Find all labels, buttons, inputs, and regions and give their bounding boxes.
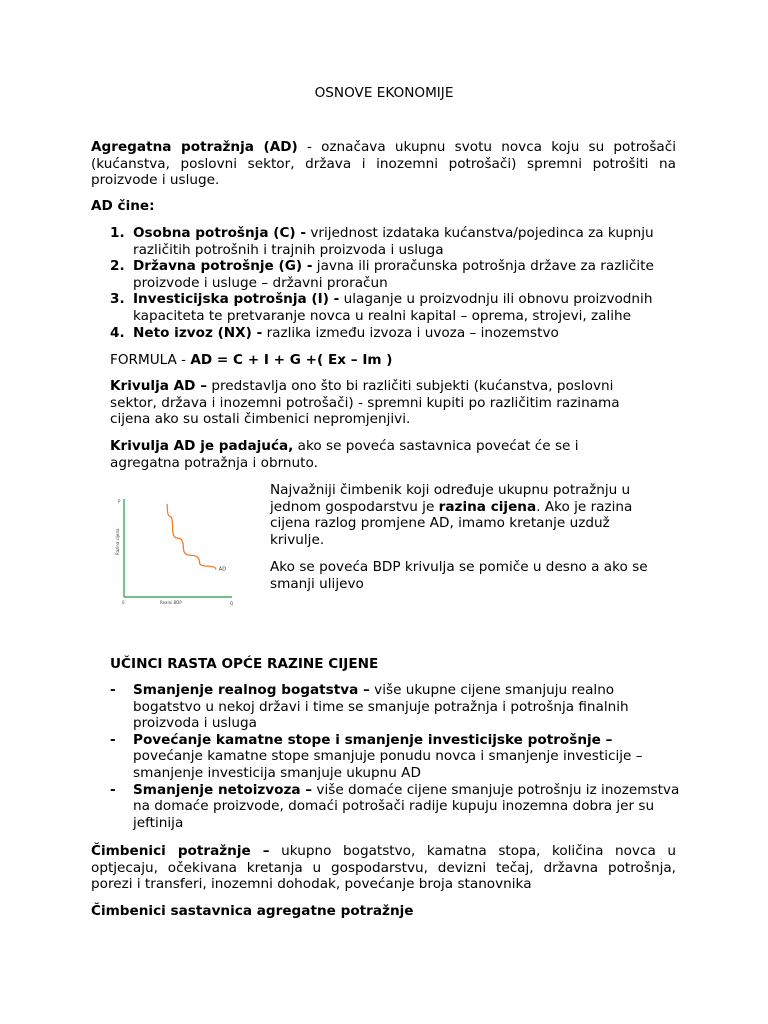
list-item-text: ulaganje u proizvodnju ili obnovu proizvodnih kapaciteta te pretvaranje novca u realni kapital – oprema, strojevi, zalihe [133,291,653,324]
list-item-term: Državna potrošnje (G) - [133,258,313,275]
ad-curve-svg [112,495,240,607]
cimbenici-paragraph [91,843,676,893]
ad-components-list [110,225,680,341]
list-item-text: više ukupne cijene smanjuju realno bogatstvo u nekoj državi i time se smanjuje potražnja i potrošnja finalnih proizvoda i usluga [133,682,629,732]
list-item-term: Neto izvoz (NX) - [133,324,263,341]
effects-list [110,682,680,831]
ad-definition-term: Agregatna potražnja (AD) [91,139,298,155]
ad-components-heading [91,198,155,215]
list-item [110,225,680,258]
ad-definition [91,139,676,189]
side-paragraph-2: Ako se poveća BDP krivulja se pomiče u desno a ako se smanji ulijevo [270,559,648,592]
list-item-text: više domaće cijene smanjuje potrošnju iz inozemstva na domaće proizvode, domaći potrošači radije kupuju inozemna dobra jer su jeftinija [133,781,680,831]
list-item-text: vrijednost izdataka kućanstva/pojedinca za kupnju različitih potrošnih i trajnih proizvoda i usluga [133,225,654,258]
list-item [110,325,680,342]
cimbenici-text: ukupno bogatstvo, kamatna stopa, količina novca u optjecaju, očekivana kretanja u gospodarstvu, devizni tečaj, državna potrošnja, porezi i transferi, inozemni dohodak, povećanje broja stanovnika [91,843,676,893]
krivulja-term: Krivulja AD – [110,378,207,394]
ad-curve-label: AD [218,566,227,573]
list-item-term: Smanjenje netoizvoza – [133,781,313,798]
list-item [110,682,680,732]
list-item [110,291,680,324]
y-axis-label: Razina cijena [115,528,120,555]
ad-curve-chart [112,495,240,607]
x-axis-end-label: Q [230,601,234,606]
padajuca-term: Krivulja AD je padajuća, [110,438,294,454]
list-item [110,732,680,782]
ucinci-heading [110,656,378,673]
list-bullet: - [110,682,116,698]
ad-components-heading-text: AD čine: [91,198,155,214]
side-text-a: Najvažniji čimbenik koji određuje ukupnu potražnju u jednom gospodarstvu je [270,482,631,515]
ad-curve-line [167,504,216,570]
y-axis-end-label: P [118,499,121,504]
cimbenici-term: Čimbenici potražnje – [91,843,270,859]
side-text-highlight: razina cijena [438,498,537,515]
ucinci-heading-text: UČINCI RASTA OPĆE RAZINE CIJENE [110,656,379,672]
list-item-term: Povećanje kamatne stope i smanjenje investicijske potrošnje – [133,731,613,748]
formula [110,352,393,369]
list-item-text: povećanje kamatne stope smanjuje ponudu novca i smanjenje investicije – smanjenje investicija smanjuje ukupnu AD [133,748,643,781]
side-paragraph-1 [270,482,660,548]
list-bullet: - [110,781,116,798]
formula-label: FORMULA - [110,352,191,368]
side-text-c: . Ako je razina cijena razlog promjene AD, imamo kretanje uzduž krivulje. [270,498,633,548]
ad-definition-text: označava ukupnu svotu novca koju su potrošači (kućanstva, poslovni sektor, država i inozemni potrošači) spremni potrošiti na proizvode i usluge. [91,139,676,189]
list-item-term: Osobna potrošnja (C) - [133,225,307,241]
list-item-text: javna ili proračunska potrošnja države za različite proizvode i usluge – državni proračun [133,258,654,291]
formula-value: AD = C + I + G +( Ex – Im ) [190,352,393,368]
list-item [110,258,680,291]
cimbenici-sastavnica-text: Čimbenici sastavnica agregatne potražnje [91,903,414,919]
padajuca-paragraph [110,438,610,471]
list-item-number: 1. [110,225,125,241]
krivulja-text: predstavlja ono što bi različiti subjekti (kućanstva, poslovni sektor, država i inozemni potrošači) - spremni kupiti po različitim razinama cijena ako su ostali čimbenici nepromjenjivi. [110,378,620,428]
list-item-text: razlika između izvoza i uvoza – inozemstvo [262,324,559,341]
x-axis-label: Realni BDP [160,600,182,605]
list-item [110,782,680,832]
cimbenici-sastavnica-heading [91,903,414,920]
krivulja-definition [110,378,650,428]
ad-definition-dash: - [297,139,322,155]
origin-label: 0 [122,600,125,605]
list-item-term: Investicijska potrošnja (I) - [133,291,340,308]
padajuca-text: ako se poveća sastavnica povećat će se i agregatna potražnja i obrnuto. [110,438,579,471]
list-bullet: - [110,731,116,748]
list-item-term: Smanjenje realnog bogatstva – [133,682,370,698]
list-item-number: 2. [110,258,125,275]
list-item-number: 3. [110,291,125,308]
page-title: OSNOVE EKONOMIJE [314,85,454,101]
list-item-number: 4. [110,324,125,341]
